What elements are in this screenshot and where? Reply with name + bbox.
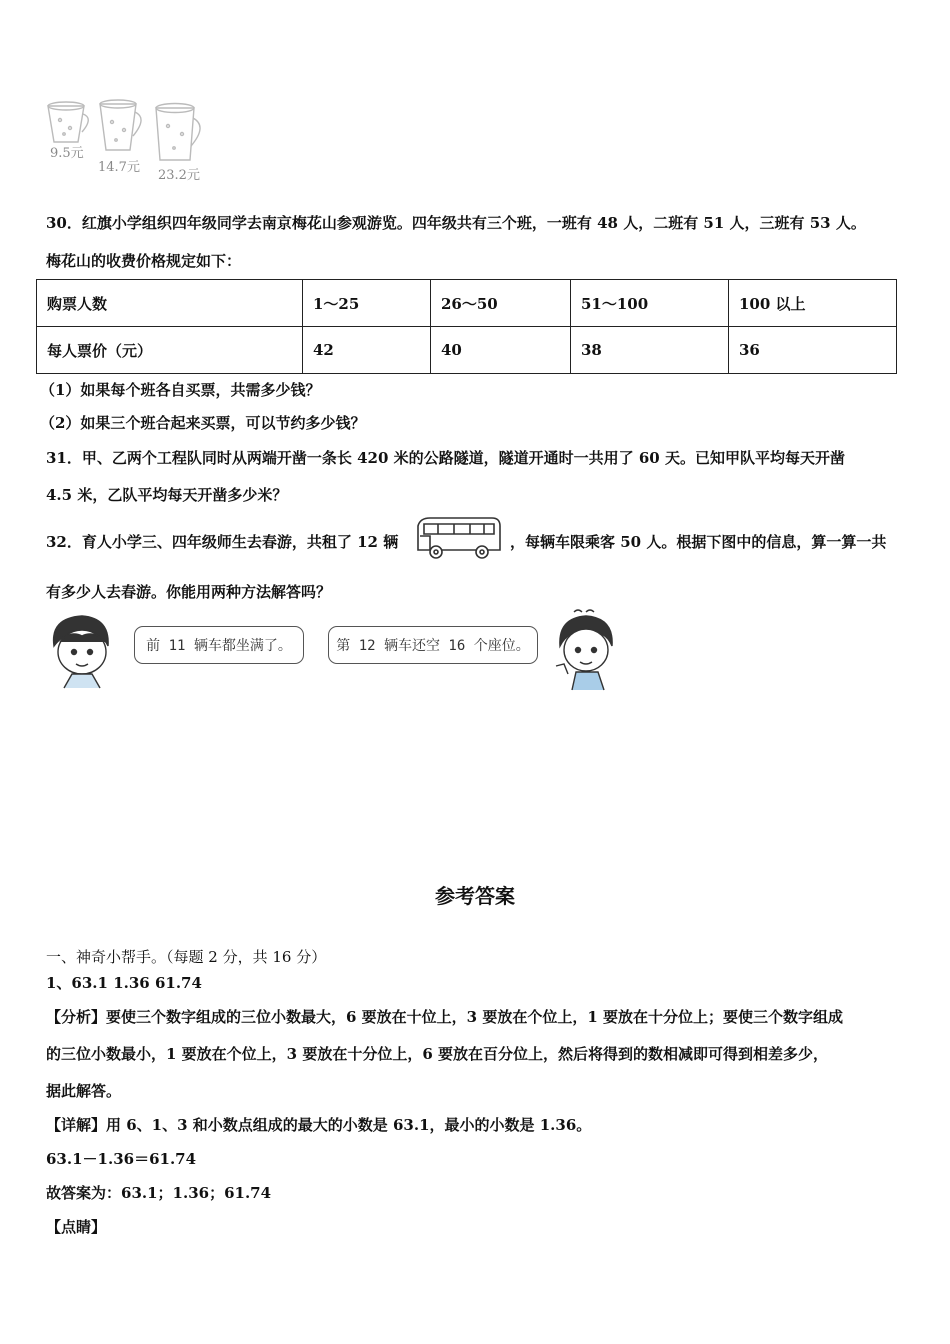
table-cell: 100 以上 (729, 280, 897, 327)
fee-table (36, 279, 897, 374)
table-cell: 51～100 (571, 280, 729, 327)
cup-price-large: 23.2元 (158, 168, 200, 183)
table-cell: 1～25 (303, 280, 431, 327)
table-cell: 26～50 (431, 280, 571, 327)
q32-part2: ，每辆车限乘客 50 人。根据下图中的信息，算一算一共 (510, 533, 887, 551)
q30-sub1: （1）如果每个班各自买票，共需多少钱？ (40, 381, 321, 399)
analysis-line3: 据此解答。 (46, 1082, 122, 1100)
detail-line: 【详解】用 6、1、3 和小数点组成的最大的小数是 63.1，最小的小数是 1.36。 (46, 1116, 592, 1134)
q30-line1: 30．红旗小学组织四年级同学去南京梅花山参观游览。四年级共有三个班，一班有 48 人，二班有 51 人，三班有 53 人。 (46, 214, 866, 232)
fee-table-price-row (37, 327, 897, 374)
q31-line2: 4.5 米，乙队平均每天开凿多少米？ (46, 486, 288, 504)
comment-label: 【点睛】 (46, 1218, 107, 1236)
cup-price-small: 9.5元 (50, 146, 84, 161)
table-cell: 每人票价（元） (37, 327, 303, 374)
table-cell: 购票人数 (37, 280, 303, 327)
table-cell: 42 (303, 327, 431, 374)
table-cell: 38 (571, 327, 729, 374)
fee-table-header-row (37, 280, 897, 327)
bus-icon (414, 512, 504, 562)
answer-section-heading: 一、神奇小帮手。（每题 2 分，共 16 分） (46, 948, 327, 966)
analysis-line2: 的三位小数最小，1 要放在个位上，3 要放在十分位上，6 要放在百分位上，然后将得到的数相减即可得到相差多少， (46, 1045, 828, 1063)
cup-small-icon (48, 102, 88, 142)
q30-sub2: （2）如果三个班合起来买票，可以节约多少钱？ (40, 414, 366, 432)
girl-illustration (552, 608, 622, 694)
q30-line2: 梅花山的收费价格规定如下： (46, 252, 242, 270)
answer-title: 参考答案 (435, 884, 515, 908)
speech-bubble-left: 前 11 辆车都坐满了。 (134, 626, 304, 664)
boy-illustration (46, 612, 122, 694)
cup-medium-icon (100, 100, 141, 150)
equation-line: 63.1－1.36＝61.74 (46, 1150, 197, 1168)
table-cell: 40 (431, 327, 571, 374)
q31-line1: 31．甲、乙两个工程队同时从两端开凿一条长 420 米的公路隧道，隧道开通时一共用了 60 天。已知甲队平均每天开凿 (46, 449, 845, 467)
conclusion-line: 故答案为：63.1；1.36；61.74 (46, 1184, 272, 1202)
analysis-line1: 【分析】要使三个数字组成的三位小数最大，6 要放在十位上，3 要放在个位上，1 要放在十分位上；要使三个数字组成 (46, 1008, 843, 1026)
q32-line2: 有多少人去春游。你能用两种方法解答吗？ (46, 583, 332, 601)
table-cell: 36 (729, 327, 897, 374)
cup-price-medium: 14.7元 (98, 160, 140, 175)
speech-bubble-right: 第 12 辆车还空 16 个座位。 (328, 626, 538, 664)
q32-part1: 32．育人小学三、四年级师生去春游，共租了 12 辆 (46, 533, 399, 551)
answer-1: 1、63.1 1.36 61.74 (46, 974, 202, 992)
cup-large-icon (156, 104, 200, 161)
